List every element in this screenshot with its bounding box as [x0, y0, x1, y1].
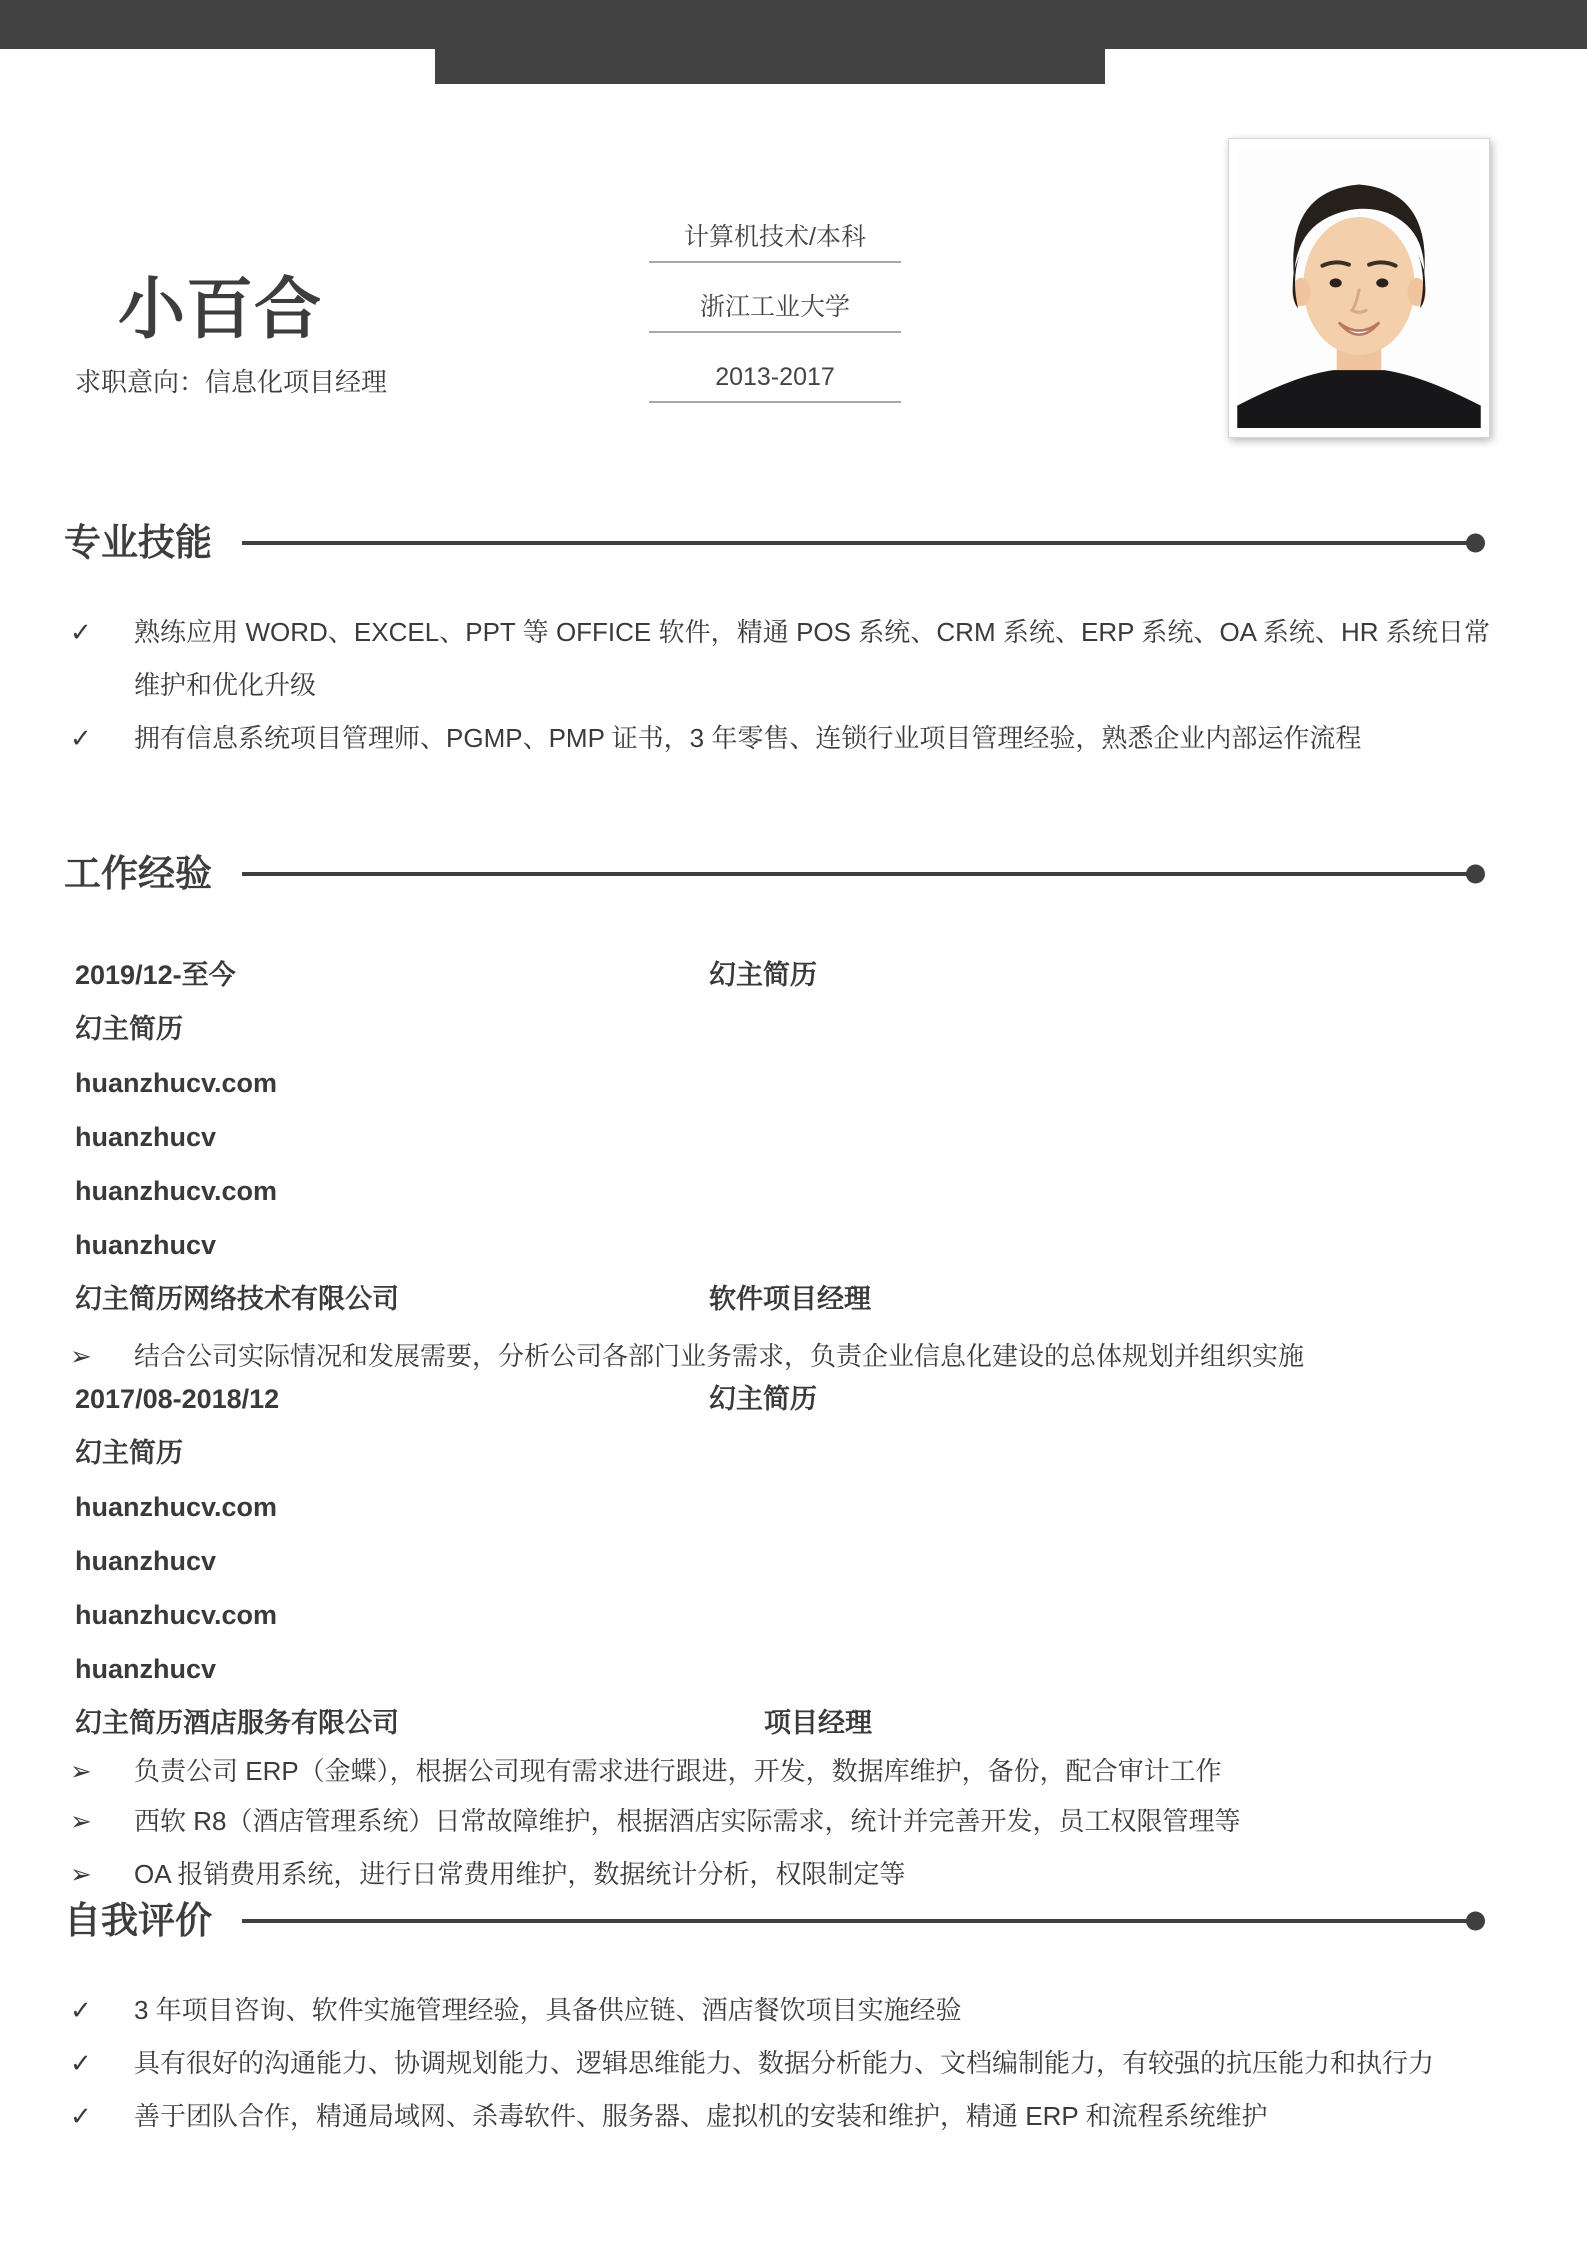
job-entry-2: [64, 1372, 1490, 1889]
job-role: 软件项目经理: [709, 1284, 871, 1314]
section-skills: [64, 521, 1490, 765]
section-rule: [242, 872, 1480, 876]
job-company: 幻主简历网络技术有限公司: [75, 1284, 399, 1314]
job-line: huanzhucv: [75, 1230, 217, 1260]
check-icon: ✓: [70, 617, 92, 647]
section-evaluation-header: [64, 1899, 1490, 1943]
job-period-row: [64, 1372, 1490, 1426]
section-work-header: [64, 852, 1490, 896]
education-school: 浙江工业大学: [649, 292, 901, 333]
section-rule-dot: [1466, 1912, 1485, 1931]
section-rule-dot: [1466, 534, 1485, 553]
check-icon: ✓: [70, 1995, 92, 2025]
skill-text: 熟练应用 WORD、EXCEL、PPT 等 OFFICE 软件，精通 POS 系统、CRM 系统、ERP 系统、OA 系统、HR 系统日常维护和优化升级: [134, 617, 1490, 700]
job-bullet-list: [64, 1746, 1490, 1846]
job-org: 幻主简历: [709, 1384, 817, 1414]
job-period-row: [64, 948, 1490, 1002]
job-org: 幻主简历: [709, 960, 817, 990]
check-icon: ✓: [70, 723, 92, 753]
job-bullet-text: OA 报销费用系统，进行日常费用维护，数据统计分析，权限制定等: [134, 1859, 906, 1889]
list-item: [64, 2090, 1490, 2143]
job-period: 2017/08-2018/12: [75, 1384, 280, 1414]
job-objective: 求职意向：信息化项目经理: [75, 367, 388, 397]
skills-list: [64, 606, 1490, 765]
section-rule: [242, 1919, 1480, 1923]
job-line: huanzhucv: [75, 1546, 217, 1576]
section-evaluation: [64, 1899, 1490, 2143]
job-line: 幻主简历: [75, 1014, 183, 1044]
job-role: 项目经理: [764, 1708, 872, 1738]
job-company: 幻主简历酒店服务有限公司: [75, 1708, 399, 1738]
list-item: [64, 1746, 1490, 1796]
list-item: [64, 606, 1490, 712]
job-line: 幻主简历: [75, 1438, 183, 1468]
job-line: huanzhucv.com: [75, 1176, 278, 1206]
job-period: 2019/12-至今: [75, 960, 236, 990]
job-line: huanzhucv: [75, 1122, 217, 1152]
list-item: [64, 1796, 1490, 1846]
evaluation-text: 3 年项目咨询、软件实施管理经验，具备供应链、酒店餐饮项目实施经验: [134, 1995, 962, 2025]
check-icon: ✓: [70, 2101, 92, 2131]
evaluation-text: 善于团队合作，精通局域网、杀毒软件、服务器、虚拟机的安装和维护，精通 ERP 和流程系统维护: [134, 2101, 1268, 2131]
list-item: [64, 2037, 1490, 2090]
candidate-name: 小百合: [118, 271, 322, 347]
job-company-row: [64, 1696, 1490, 1750]
resume-body: [64, 0, 1490, 2143]
job-bullet-text: 西软 R8（酒店管理系统）日常故障维护，根据酒店实际需求，统计并完善开发，员工权限管理等: [134, 1806, 1241, 1836]
section-rule: [242, 541, 1480, 545]
arrow-bullet-icon: ➢: [70, 1756, 92, 1786]
job-line: huanzhucv.com: [75, 1068, 278, 1098]
skill-text: 拥有信息系统项目管理师、PGMP、PMP 证书，3 年零售、连锁行业项目管理经验，熟悉企业内部运作流程: [134, 723, 1362, 753]
education-major-degree: 计算机技术/本科: [649, 222, 901, 263]
arrow-bullet-icon: ➢: [70, 1806, 92, 1836]
job-entry-1: [64, 948, 1490, 1371]
section-skills-title: 专业技能: [64, 522, 212, 563]
job-company-row: [64, 1272, 1490, 1326]
job-bullet-clipped: [64, 1858, 1490, 1889]
job-line: huanzhucv.com: [75, 1600, 278, 1630]
arrow-bullet-icon: ➢: [70, 1341, 92, 1371]
job-bullet-text: 负责公司 ERP（金蝶），根据公司现有需求进行跟进，开发，数据库维护，备份，配合审计工作: [134, 1756, 1222, 1786]
evaluation-text: 具有很好的沟通能力、协调规划能力、逻辑思维能力、数据分析能力、文档编制能力，有较强的抗压能力和执行力: [134, 2048, 1435, 2078]
job-bullet-text: 结合公司实际情况和发展需要，分析公司各部门业务需求，负责企业信息化建设的总体规划并组织实施: [134, 1341, 1305, 1371]
section-work-title: 工作经验: [64, 853, 212, 894]
arrow-bullet-icon: ➢: [70, 1859, 92, 1889]
education-years: 2013-2017: [649, 362, 901, 403]
evaluation-list: [64, 1984, 1490, 2143]
job-line: huanzhucv.com: [75, 1492, 278, 1522]
check-icon: ✓: [70, 2048, 92, 2078]
section-evaluation-title: 自我评价: [64, 1900, 212, 1941]
list-item: [64, 712, 1490, 765]
section-skills-header: [64, 521, 1490, 565]
job-line: huanzhucv: [75, 1654, 217, 1684]
section-rule-dot: [1466, 865, 1485, 884]
job-bullet-clipped: [64, 1340, 1490, 1371]
list-item: [64, 1984, 1490, 2037]
section-work: [64, 852, 1490, 1889]
